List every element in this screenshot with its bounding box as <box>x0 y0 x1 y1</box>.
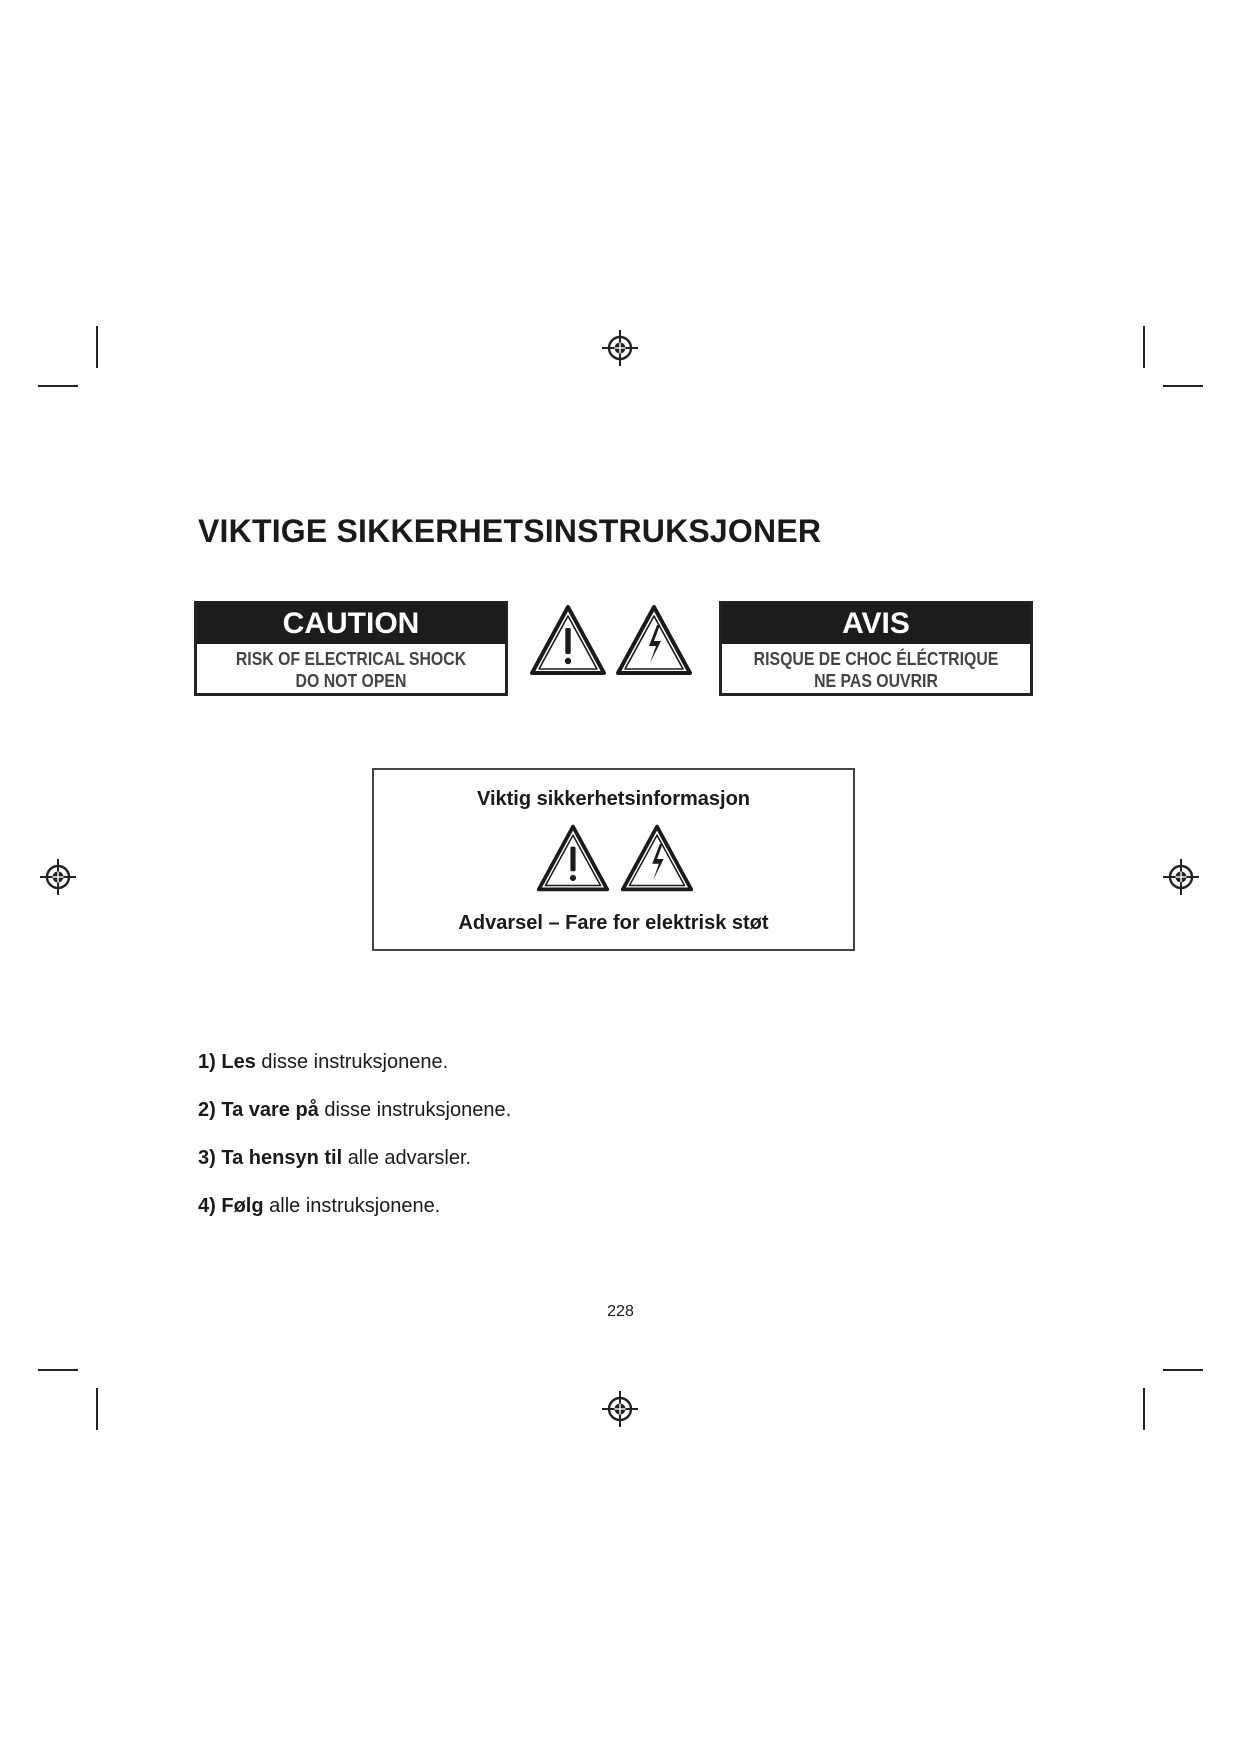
instruction-keyword: Ta hensyn til <box>221 1147 343 1169</box>
crop-mark-bottom-right-vertical <box>1143 1388 1145 1430</box>
instruction-number: 4) <box>198 1195 216 1217</box>
caution-heading: CAUTION <box>197 604 505 644</box>
registration-mark-icon <box>40 859 76 895</box>
safety-info-title: Viktig sikkerhetsinformasjon <box>476 788 751 810</box>
instruction-text: alle advarsler. <box>347 1147 472 1169</box>
registration-mark-icon <box>602 1391 638 1427</box>
caution-label <box>194 601 508 696</box>
instruction-keyword: Les <box>221 1051 256 1073</box>
lightning-warning-icon <box>614 600 694 680</box>
instruction-keyword: Følg <box>221 1195 264 1217</box>
exclamation-warning-icon <box>528 600 608 680</box>
list-item <box>198 1098 511 1146</box>
exclamation-warning-icon <box>535 820 611 896</box>
avis-label <box>719 601 1033 696</box>
caution-line-1: RISK OF ELECTRICAL SHOCK <box>235 649 467 669</box>
safety-info-warning: Advarsel – Fare for elektrisk støt <box>458 912 769 934</box>
instruction-number: 2) <box>198 1099 216 1121</box>
instruction-number: 1) <box>198 1051 216 1073</box>
instruction-text: alle instruksjonene. <box>269 1195 441 1217</box>
crop-mark-bottom-right-horizontal <box>1163 1369 1203 1371</box>
list-item <box>198 1146 511 1194</box>
instruction-text: disse instruksjonene. <box>324 1099 512 1121</box>
crop-mark-top-left-horizontal <box>38 385 78 387</box>
crop-mark-top-right-horizontal <box>1163 385 1203 387</box>
registration-mark-icon <box>1163 859 1199 895</box>
crop-mark-top-left-vertical <box>96 326 98 368</box>
list-item <box>198 1194 511 1242</box>
avis-line-2: NE PAS OUVRIR <box>814 671 938 691</box>
registration-mark-icon <box>602 330 638 366</box>
crop-mark-bottom-left-horizontal <box>38 1369 78 1371</box>
instruction-text: disse instruksjonene. <box>261 1051 449 1073</box>
lightning-warning-icon <box>619 820 695 896</box>
avis-line-1: RISQUE DE CHOC ÉLÉCTRIQUE <box>753 649 999 669</box>
list-item <box>198 1050 511 1098</box>
avis-heading: AVIS <box>722 604 1030 644</box>
crop-mark-bottom-left-vertical <box>96 1388 98 1430</box>
instruction-number: 3) <box>198 1147 216 1169</box>
page-number: 228 <box>607 1303 634 1320</box>
crop-mark-top-right-vertical <box>1143 326 1145 368</box>
page-title: VIKTIGE SIKKERHETSINSTRUKSJONER <box>198 513 822 549</box>
safety-info-box <box>372 768 855 951</box>
instruction-keyword: Ta vare på <box>221 1099 319 1121</box>
caution-line-2: DO NOT OPEN <box>295 671 407 691</box>
instruction-list <box>198 1050 511 1242</box>
